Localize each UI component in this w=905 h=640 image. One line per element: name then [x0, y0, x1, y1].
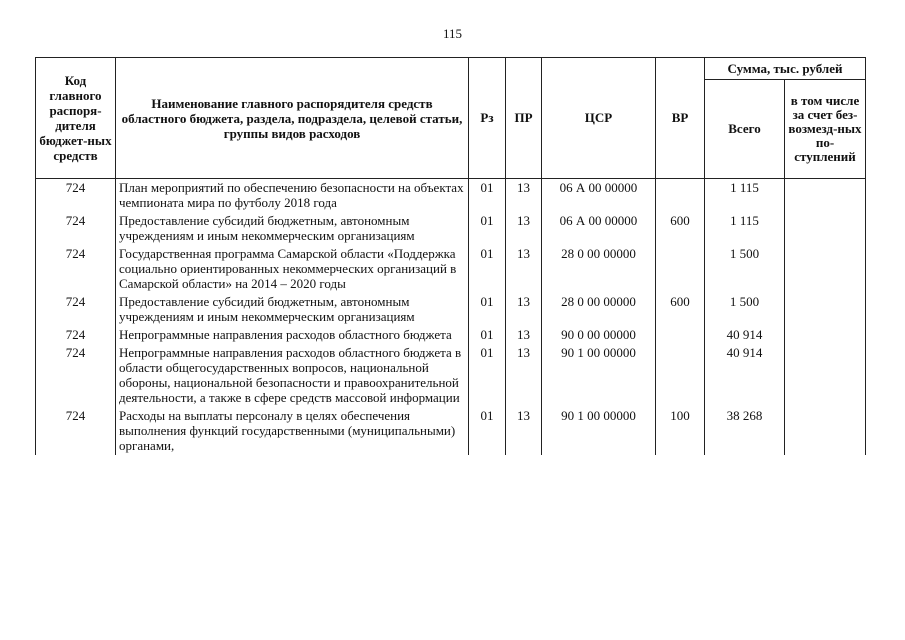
row-code: 724: [36, 212, 116, 245]
row-pr: 13: [506, 245, 542, 293]
row-code: 724: [36, 293, 116, 326]
header-code: Код главного распоря-дителя бюджет-ных средств: [36, 58, 116, 179]
row-total: 38 268: [705, 407, 785, 455]
row-pr: 13: [506, 326, 542, 344]
row-rz: 01: [469, 179, 506, 213]
table-row: [36, 407, 866, 455]
header-csr: ЦСР: [542, 58, 656, 179]
row-total: 1 115: [705, 212, 785, 245]
row-name: Предоставление субсидий бюджетным, автономным учреждениям и иным некоммерческим организациям: [116, 293, 469, 326]
row-rz: 01: [469, 326, 506, 344]
row-code: 724: [36, 407, 116, 455]
table-row: [36, 212, 866, 245]
row-csr: 28 0 00 00000: [542, 293, 656, 326]
table-row: [36, 179, 866, 213]
row-csr: 90 1 00 00000: [542, 407, 656, 455]
table-header: [36, 58, 866, 179]
row-gratuitous: [785, 344, 866, 407]
row-total: 40 914: [705, 344, 785, 407]
row-name: Предоставление субсидий бюджетным, автономным учреждениям и иным некоммерческим организациям: [116, 212, 469, 245]
row-code: 724: [36, 245, 116, 293]
table-row: [36, 293, 866, 326]
row-gratuitous: [785, 179, 866, 213]
row-vr: [656, 179, 705, 213]
table-body: [36, 179, 866, 456]
row-vr: [656, 344, 705, 407]
table-row: [36, 344, 866, 407]
row-name: План мероприятий по обеспечению безопасности на объектах чемпионата мира по футболу 2018 года: [116, 179, 469, 213]
row-pr: 13: [506, 179, 542, 213]
row-csr: 06 А 00 00000: [542, 212, 656, 245]
row-csr: 06 А 00 00000: [542, 179, 656, 213]
row-name: Непрограммные направления расходов областного бюджета: [116, 326, 469, 344]
row-total: 1 115: [705, 179, 785, 213]
row-code: 724: [36, 179, 116, 213]
row-vr: 100: [656, 407, 705, 455]
row-code: 724: [36, 344, 116, 407]
row-csr: 28 0 00 00000: [542, 245, 656, 293]
header-sum-group: Сумма, тыс. рублей: [705, 58, 866, 80]
header-rz: Рз: [469, 58, 506, 179]
row-rz: 01: [469, 407, 506, 455]
row-name: Государственная программа Самарской области «Поддержка социально ориентированных некоммерческих организаций в Самарской области» на 2014 – 2020 годы: [116, 245, 469, 293]
row-total: 40 914: [705, 326, 785, 344]
budget-table: [35, 57, 866, 455]
row-csr: 90 0 00 00000: [542, 326, 656, 344]
row-vr: [656, 245, 705, 293]
header-vr: ВР: [656, 58, 705, 179]
row-vr: 600: [656, 212, 705, 245]
row-gratuitous: [785, 293, 866, 326]
row-pr: 13: [506, 407, 542, 455]
header-name: Наименование главного распорядителя средств областного бюджета, раздела, подраздела, целевой статьи, группы видов расходов: [116, 58, 469, 179]
table-row: [36, 326, 866, 344]
row-gratuitous: [785, 407, 866, 455]
row-total: 1 500: [705, 245, 785, 293]
row-total: 1 500: [705, 293, 785, 326]
row-pr: 13: [506, 293, 542, 326]
row-name: Расходы на выплаты персоналу в целях обеспечения выполнения функций государственными (муниципальными) органами,: [116, 407, 469, 455]
row-csr: 90 1 00 00000: [542, 344, 656, 407]
row-rz: 01: [469, 293, 506, 326]
row-vr: 600: [656, 293, 705, 326]
row-pr: 13: [506, 212, 542, 245]
page-number: 115: [442, 26, 463, 41]
row-pr: 13: [506, 344, 542, 407]
table-row: [36, 245, 866, 293]
header-total: Всего: [705, 80, 785, 179]
row-rz: 01: [469, 245, 506, 293]
row-vr: [656, 326, 705, 344]
header-pr: ПР: [506, 58, 542, 179]
header-gratuitous: в том числе за счет без-возмезд-ных по-ступлений: [785, 80, 866, 179]
row-name: Непрограммные направления расходов областного бюджета в области общегосударственных вопросов, национальной обороны, национальной безопасности и правоохранительной деятельности, а также в сфере средств массовой информации: [116, 344, 469, 407]
row-gratuitous: [785, 245, 866, 293]
row-gratuitous: [785, 212, 866, 245]
row-rz: 01: [469, 344, 506, 407]
row-rz: 01: [469, 212, 506, 245]
row-code: 724: [36, 326, 116, 344]
row-gratuitous: [785, 326, 866, 344]
